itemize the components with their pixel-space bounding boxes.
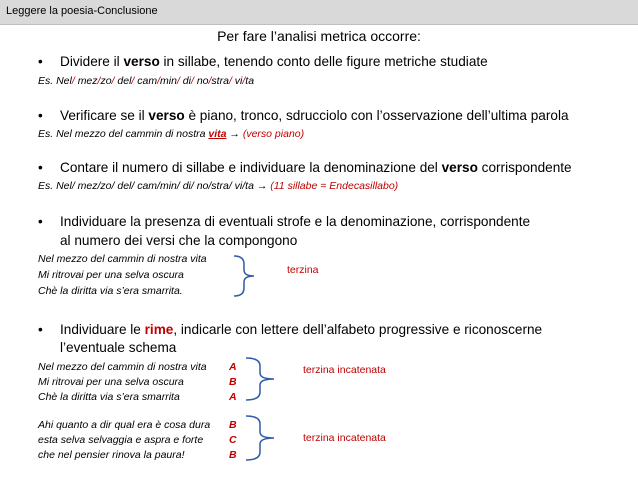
verse-line: Nel mezzo del cammin di nostra vita: [38, 253, 207, 265]
ex-text: del: [117, 75, 132, 87]
ex-text: Es. Nel: [38, 75, 72, 87]
rhyme-letter: A: [229, 391, 237, 403]
verse-line: Ahi quanto a dir qual era è cosa dura: [38, 419, 211, 431]
right-brace-icon: [244, 414, 284, 462]
bullet-text: Contare il numero di sillabe e individuare la denominazione del: [60, 160, 442, 175]
ex-slash: /: [190, 75, 197, 87]
bullet-text: Individuare la presenza di eventuali strofe e la denominazione, corrispondente: [60, 214, 531, 229]
ex-text: vi: [234, 75, 243, 87]
ex-last-word: vita: [208, 128, 227, 140]
bullet-dot: •: [38, 322, 43, 337]
verse-line: Chè la diritta via s’era smarrita: [38, 391, 180, 403]
ex-slash: /: [176, 75, 183, 87]
ex-slash: /: [157, 75, 161, 87]
bullet-count-syllables: [38, 160, 572, 175]
bullet-bold-word: rime: [144, 322, 174, 337]
bullet-text: Verificare se il: [60, 108, 149, 123]
right-brace-icon: [244, 356, 284, 402]
example-syllable-division: [38, 75, 254, 87]
ex-slash: /: [131, 75, 138, 87]
rhyme-letter: B: [229, 419, 237, 431]
bullet-stanzas: [38, 214, 530, 229]
bullet-rhymes: [38, 322, 542, 337]
rhyme-letter: B: [229, 376, 237, 388]
ex-slash: /: [242, 75, 246, 87]
ex-slash: /: [97, 75, 101, 87]
ex-text: min: [160, 75, 177, 87]
ex-text: mez: [77, 75, 98, 87]
ex-text: ta: [245, 75, 255, 87]
bullet-stanzas-cont: al numero dei versi che la compongono: [60, 233, 298, 248]
ex-slash: /: [208, 75, 212, 87]
stanza-label: terzina incatenata: [303, 432, 386, 444]
stanza-label: terzina incatenata: [303, 364, 386, 376]
slide-heading: Per fare l’analisi metrica occorre:: [217, 28, 421, 44]
bullet-bold-word: verso: [123, 54, 160, 69]
bullet-dot: •: [38, 54, 43, 69]
bullet-text: è piano, tronco, sdrucciolo con l’osservazione dell’ultima parola: [184, 108, 569, 123]
bullet-verse-ending: [38, 108, 569, 123]
bullet-rhymes-cont: l’eventuale schema: [60, 340, 177, 355]
bullet-bold-word: verso: [148, 108, 185, 123]
ex-text: stra: [211, 75, 229, 87]
ex-note: (11 sillabe = Endecasillabo): [270, 180, 399, 192]
verse-line: che nel pensier rinova la paura!: [38, 449, 185, 461]
example-verse-ending: [38, 128, 304, 140]
bullet-text: , indicarle con lettere dell’alfabeto progressive e riconoscerne: [173, 322, 543, 337]
ex-text: cam: [137, 75, 158, 87]
bullet-text: in sillabe, tenendo conto delle figure metriche studiate: [159, 54, 488, 69]
ex-text: Es. Nel mezzo del cammin di nostra: [38, 128, 209, 140]
bullet-bold-word: verso: [441, 160, 478, 175]
ex-slash: /: [111, 75, 118, 87]
bullet-dot: •: [38, 160, 43, 175]
arrow: →: [229, 128, 243, 140]
rhyme-letter: A: [229, 361, 237, 373]
verse-line: Chè la diritta via s’era smarrita.: [38, 285, 183, 297]
rhyme-letter: C: [229, 434, 237, 446]
ex-text: zo: [100, 75, 112, 87]
bullet-text: Individuare le: [60, 322, 145, 337]
ex-slash: /: [228, 75, 235, 87]
verse-line: Mi ritrovai per una selva oscura: [38, 376, 184, 388]
window-title-bar: [0, 0, 638, 25]
bullet-dot: •: [38, 108, 43, 123]
stanza-label: terzina: [287, 264, 319, 276]
example-syllable-count: [38, 180, 398, 192]
bullet-text: Dividere il: [60, 54, 124, 69]
verse-line: esta selva selvaggia e aspra e forte: [38, 434, 204, 446]
rhyme-letter: B: [229, 449, 237, 461]
bullet-divide-syllables: [38, 54, 488, 69]
bullet-dot: •: [38, 214, 43, 229]
ex-slash: /: [71, 75, 78, 87]
verse-line: Mi ritrovai per una selva oscura: [38, 269, 184, 281]
window-title: Leggere la poesia-Conclusione: [6, 5, 158, 17]
ex-text: di: [182, 75, 191, 87]
ex-note: (verso piano): [242, 128, 305, 140]
right-brace-icon: [232, 254, 262, 298]
bullet-text: corrispondente: [477, 160, 572, 175]
ex-text: no: [196, 75, 209, 87]
verse-line: Nel mezzo del cammin di nostra vita: [38, 361, 207, 373]
ex-text: Es. Nel/ mez/zo/ del/ cam/min/ di/ no/stra/ vi/ta →: [38, 180, 271, 192]
